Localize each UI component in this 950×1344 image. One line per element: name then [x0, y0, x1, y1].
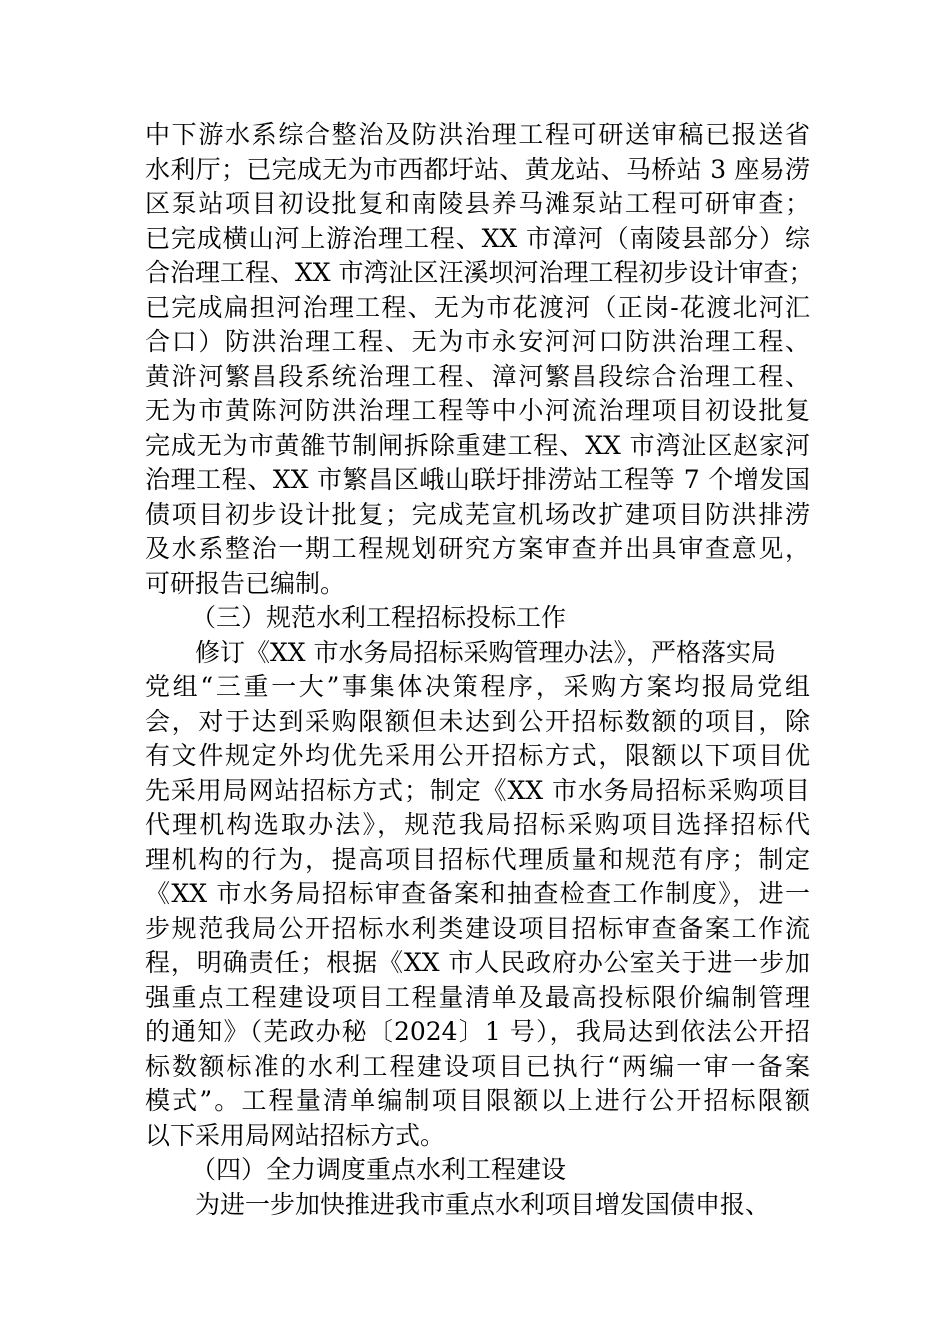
body-text-line: 及水系整治一期工程规划研究方案审查并出具审查意见， [145, 534, 810, 563]
body-text-line: 的通知》（芜政办秘〔2024〕1 号），我局达到依法公开招 [145, 1017, 810, 1046]
body-text-line: 治理工程、XX 市繁昌区峨山联圩排涝站工程等 7 个增发国 [145, 465, 810, 494]
body-text-line: 已完成扁担河治理工程、无为市花渡河（正岗-花渡北河汇 [145, 292, 810, 322]
body-text-line: 有文件规定外均优先采用公开招标方式，限额以下项目优 [145, 741, 810, 770]
body-text-line: 水利厅；已完成无为市西都圩站、黄龙站、马桥站 3 座易涝 [145, 154, 810, 184]
body-text-line: 模式”。工程量清单编制项目限额以上进行公开招标限额 [145, 1086, 810, 1115]
body-text-line: 理机构的行为，提高项目招标代理质量和规范有序；制定 [145, 844, 810, 874]
paragraph-first-line: 修订《XX 市水务局招标采购管理办法》，严格落实局 [195, 637, 777, 667]
body-text-line: 黄浒河繁昌段系统治理工程、漳河繁昌段综合治理工程、 [145, 361, 810, 391]
body-text-line: 标数额标准的水利工程建设项目已执行“两编一审一备案 [145, 1051, 810, 1081]
paragraph-first-line: 为进一步加快推进我市重点水利项目增发国债申报、 [195, 1189, 771, 1219]
body-text-line: 已完成横山河上游治理工程、XX 市漳河（南陵县部分）综 [145, 223, 810, 253]
body-text-line: 合口）防洪治理工程、无为市永安河河口防洪治理工程、 [145, 327, 810, 356]
body-text-line: 《XX 市水务局招标审查备案和抽查检查工作制度》，进一 [145, 879, 810, 908]
paragraph-end-line: 可研报告已编制。 [145, 568, 346, 598]
body-text-line: 无为市黄陈河防洪治理工程等中小河流治理项目初设批复 [145, 396, 810, 425]
body-text-line: 中下游水系综合整治及防洪治理工程可研送审稿已报送省 [145, 120, 810, 149]
body-text-line: 债项目初步设计批复；完成芜宣机场改扩建项目防洪排涝 [145, 499, 810, 529]
section-heading: （四）全力调度重点水利工程建设 [191, 1155, 567, 1184]
body-text-line: 代理机构选取办法》，规范我局招标采购项目选择招标代 [145, 810, 810, 839]
body-text-line: 强重点工程建设项目工程量清单及最高投标限价编制管理 [145, 982, 810, 1012]
body-text-line: 先采用局网站招标方式；制定《XX 市水务局招标采购项目 [145, 775, 810, 805]
section-heading: （三）规范水利工程招标投标工作 [191, 603, 567, 632]
body-text-line: 步规范我局公开招标水利类建设项目招标审查备案工作流 [145, 913, 810, 943]
document-body [145, 118, 814, 1222]
body-text-line: 合治理工程、XX 市湾沚区汪溪坝河治理工程初步设计审查； [145, 258, 814, 287]
body-text-line: 区泵站项目初设批复和南陵县养马滩泵站工程可研审查； [145, 189, 810, 218]
body-text-line: 完成无为市黄雒节制闸拆除重建工程、XX 市湾沚区赵家河 [145, 430, 810, 460]
body-text-line: 党组“三重一大”事集体决策程序，采购方案均报局党组 [145, 672, 810, 701]
paragraph-end-line: 以下采用局网站招标方式。 [145, 1120, 446, 1150]
body-text-line: 会，对于达到采购限额但未达到公开招标数额的项目，除 [145, 706, 810, 736]
body-text-line: 程，明确责任；根据《XX 市人民政府办公室关于进一步加 [145, 948, 810, 977]
